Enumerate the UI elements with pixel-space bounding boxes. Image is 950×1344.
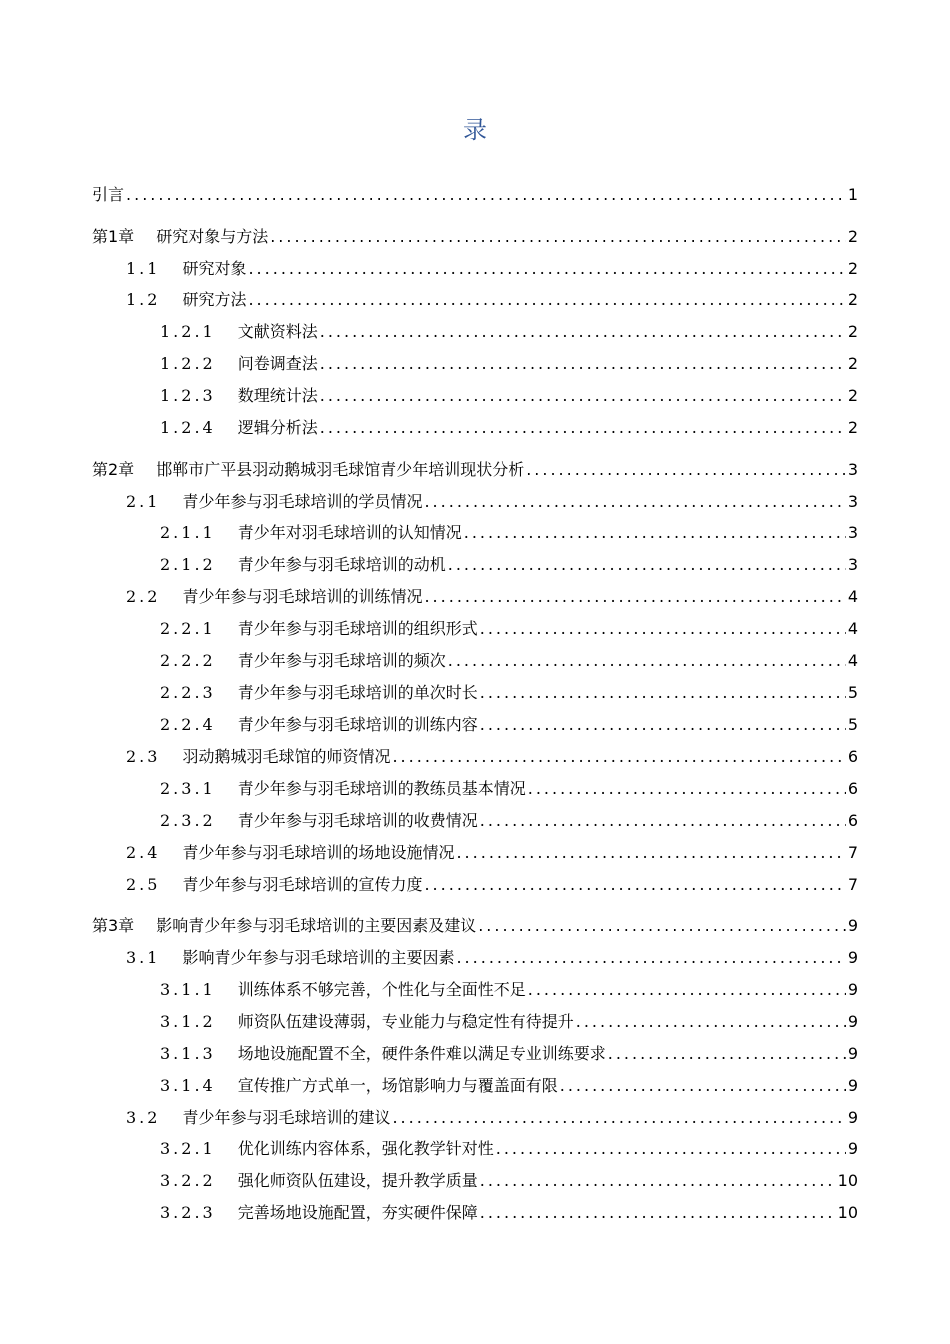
- toc-page-number: 6: [847, 811, 858, 830]
- toc-leader-dots: [526, 458, 846, 482]
- toc-entry[interactable]: [160, 553, 858, 577]
- toc-page-number: 4: [847, 587, 858, 606]
- toc-entry-title: 问卷调查法: [237, 354, 318, 373]
- toc-leader-dots: [456, 841, 845, 865]
- toc-entry-title: 羽动鹅城羽毛球馆的师资情况: [182, 747, 391, 766]
- toc-entry-number: 2.2.1: [160, 619, 216, 638]
- toc-entry-number: 3.2.2: [160, 1171, 216, 1190]
- toc-entry-number: 2.2.3: [160, 683, 216, 702]
- toc-entry[interactable]: [160, 1201, 858, 1225]
- toc-entry-number: 1.1: [126, 259, 161, 278]
- toc-leader-dots: [480, 713, 846, 737]
- toc-page-number: 3: [847, 460, 858, 479]
- toc-page-number: 1: [847, 185, 858, 204]
- toc-leader-dots: [424, 490, 845, 514]
- toc-entry-title: 引言: [92, 185, 125, 204]
- toc-entry[interactable]: [160, 521, 858, 545]
- toc-entry-number: 第3章: [92, 916, 135, 935]
- toc-entry-number: 2.1: [126, 492, 161, 511]
- toc-entry-number: 2.1.2: [160, 555, 216, 574]
- toc-entry[interactable]: [126, 490, 858, 514]
- toc-entry-number: 2.3.2: [160, 811, 216, 830]
- toc-entry-title: 影响青少年参与羽毛球培训的主要因素: [182, 948, 455, 967]
- toc-entry[interactable]: [160, 1137, 858, 1161]
- toc-entry-title: 青少年参与羽毛球培训的宣传力度: [182, 875, 423, 894]
- toc-entry-title: 数理统计法: [237, 386, 318, 405]
- toc-entry-title: 逻辑分析法: [237, 418, 318, 437]
- toc-page-number: 9: [847, 916, 858, 935]
- toc-entry-title: 师资队伍建设薄弱，专业能力与稳定性有待提升: [237, 1012, 574, 1031]
- toc-entry-title: 影响青少年参与羽毛球培训的主要因素及建议: [156, 916, 477, 935]
- toc-leader-dots: [528, 777, 846, 801]
- toc-leader-dots: [464, 521, 846, 545]
- toc-leader-dots: [456, 946, 845, 970]
- toc-entry-number: 3.2.3: [160, 1203, 216, 1222]
- toc-entry[interactable]: [160, 681, 858, 705]
- toc-leader-dots: [480, 617, 846, 641]
- toc-leader-dots: [392, 1106, 845, 1130]
- toc-leader-dots: [560, 1074, 846, 1098]
- toc-entry[interactable]: [126, 873, 858, 897]
- toc-entry[interactable]: [160, 1074, 858, 1098]
- toc-leader-dots: [248, 257, 845, 281]
- toc-page-number: 2: [847, 290, 858, 309]
- toc-entry-number: 3.1.1: [160, 980, 216, 999]
- toc-entry-number: 3.1.3: [160, 1044, 216, 1063]
- toc-page-number: 9: [847, 1012, 858, 1031]
- toc-entry-title: 邯郸市广平县羽动鹅城羽毛球馆青少年培训现状分析: [156, 460, 525, 479]
- toc-entry-title: 研究方法: [182, 290, 247, 309]
- toc-page-number: 9: [847, 1139, 858, 1158]
- toc-leader-dots: [496, 1137, 846, 1161]
- toc-page-number: 9: [847, 948, 858, 967]
- toc-leader-dots: [248, 288, 845, 312]
- toc-entry[interactable]: [160, 978, 858, 1002]
- toc-entry-number: 2.2.2: [160, 651, 216, 670]
- toc-leader-dots: [448, 649, 846, 673]
- toc-entry-number: 1.2: [126, 290, 161, 309]
- toc-entry[interactable]: [160, 352, 858, 376]
- toc-leader-dots: [608, 1042, 846, 1066]
- toc-page-number: 6: [847, 747, 858, 766]
- toc-entry-title: 青少年参与羽毛球培训的训练内容: [237, 715, 478, 734]
- toc-entry-number: 2.3: [126, 747, 161, 766]
- toc-entry[interactable]: [160, 320, 858, 344]
- toc-entry[interactable]: [160, 384, 858, 408]
- toc-leader-dots: [320, 320, 846, 344]
- toc-leader-dots: [270, 225, 846, 249]
- toc-entry-number: 1.2.1: [160, 322, 216, 341]
- toc-leader-dots: [126, 183, 846, 207]
- toc-entry[interactable]: [126, 585, 858, 609]
- toc-entry[interactable]: [160, 809, 858, 833]
- toc-entry[interactable]: [160, 1010, 858, 1034]
- toc-entry[interactable]: [126, 1106, 858, 1130]
- toc-entry-number: 3.1: [126, 948, 161, 967]
- toc-leader-dots: [424, 585, 845, 609]
- toc-entry-title: 青少年参与羽毛球培训的场地设施情况: [182, 843, 455, 862]
- toc-entry[interactable]: [92, 458, 858, 482]
- toc-page-number: 3: [847, 523, 858, 542]
- toc-entry-number: 2.4: [126, 843, 161, 862]
- toc-entry-number: 第1章: [92, 227, 135, 246]
- toc-entry-number: 第2章: [92, 460, 135, 479]
- toc-entry-number: 3.1.4: [160, 1076, 216, 1095]
- toc-leader-dots: [480, 1169, 836, 1193]
- toc-entry-number: 2.2.4: [160, 715, 216, 734]
- toc-entry[interactable]: [92, 183, 858, 207]
- toc-page-number: 9: [847, 980, 858, 999]
- toc-entry[interactable]: [160, 713, 858, 737]
- toc-leader-dots: [320, 352, 846, 376]
- toc-entry[interactable]: [160, 1169, 858, 1193]
- toc-leader-dots: [320, 384, 846, 408]
- toc-entry-title: 强化师资队伍建设，提升教学质量: [237, 1171, 478, 1190]
- toc-leader-dots: [528, 978, 846, 1002]
- toc-entry-title: 宣传推广方式单一，场馆影响力与覆盖面有限: [237, 1076, 558, 1095]
- toc-entry-number: 2.2: [126, 587, 161, 606]
- toc-entry[interactable]: [126, 745, 858, 769]
- toc-entry[interactable]: [126, 841, 858, 865]
- toc-page-number: 9: [847, 1044, 858, 1063]
- toc-leader-dots: [424, 873, 845, 897]
- toc-page-number: 2: [847, 322, 858, 341]
- toc-entry-title: 青少年参与羽毛球培训的单次时长: [237, 683, 478, 702]
- toc-entry-title: 青少年参与羽毛球培训的动机: [237, 555, 446, 574]
- toc-entry-title: 青少年参与羽毛球培训的频次: [237, 651, 446, 670]
- toc-page-number: 6: [847, 779, 858, 798]
- toc-entry[interactable]: [160, 416, 858, 440]
- toc-entry-title: 青少年对羽毛球培训的认知情况: [237, 523, 462, 542]
- toc-entry[interactable]: [160, 649, 858, 673]
- toc-leader-dots: [480, 809, 846, 833]
- toc-leader-dots: [448, 553, 846, 577]
- toc-entry[interactable]: [126, 288, 858, 312]
- toc-entry-title: 训练体系不够完善，个性化与全面性不足: [237, 980, 526, 999]
- toc-page-number: 5: [847, 715, 858, 734]
- toc-entry-title: 青少年参与羽毛球培训的教练员基本情况: [237, 779, 526, 798]
- toc-entry-title: 青少年参与羽毛球培训的学员情况: [182, 492, 423, 511]
- toc-leader-dots: [320, 416, 846, 440]
- toc-page-number: 10: [837, 1171, 858, 1190]
- toc-entry[interactable]: [126, 946, 858, 970]
- toc-entry[interactable]: [160, 617, 858, 641]
- toc-page-number: 10: [837, 1203, 858, 1222]
- toc-entry[interactable]: [160, 777, 858, 801]
- toc-page-number: 2: [847, 354, 858, 373]
- toc-page-number: 4: [847, 619, 858, 638]
- toc-page-number: 4: [847, 651, 858, 670]
- toc-page-number: 9: [847, 1108, 858, 1127]
- toc-entry-title: 文献资料法: [237, 322, 318, 341]
- toc-entry[interactable]: [126, 257, 858, 281]
- toc-entry-number: 2.5: [126, 875, 161, 894]
- toc-leader-dots: [480, 1201, 836, 1225]
- toc-leader-dots: [576, 1010, 846, 1034]
- toc-entry-title: 研究对象与方法: [156, 227, 269, 246]
- toc-entry-number: 3.2: [126, 1108, 161, 1127]
- toc-entry[interactable]: [92, 225, 858, 249]
- toc-entry-title: 完善场地设施配置，夯实硬件保障: [237, 1203, 478, 1222]
- toc-entry-title: 青少年参与羽毛球培训的建议: [182, 1108, 391, 1127]
- toc-leader-dots: [392, 745, 845, 769]
- toc-page-number: 3: [847, 492, 858, 511]
- toc-title: 录: [463, 116, 487, 144]
- toc-entry-number: 3.2.1: [160, 1139, 216, 1158]
- toc-entry-title: 优化训练内容体系，强化教学针对性: [237, 1139, 494, 1158]
- toc-page-number: 2: [847, 386, 858, 405]
- toc-leader-dots: [478, 914, 846, 938]
- toc-entry-title: 研究对象: [182, 259, 247, 278]
- toc-entry-title: 青少年参与羽毛球培训的组织形式: [237, 619, 478, 638]
- toc-page-number: 7: [847, 843, 858, 862]
- toc-entry-number: 2.1.1: [160, 523, 216, 542]
- toc-page-number: 7: [847, 875, 858, 894]
- toc-entry-number: 2.3.1: [160, 779, 216, 798]
- toc-page-number: 2: [847, 259, 858, 278]
- toc-entry-title: 场地设施配置不全，硬件条件难以满足专业训练要求: [237, 1044, 606, 1063]
- toc-entry-number: 1.2.4: [160, 418, 216, 437]
- toc-entry-title: 青少年参与羽毛球培训的训练情况: [182, 587, 423, 606]
- toc-page-number: 2: [847, 227, 858, 246]
- toc-entry[interactable]: [160, 1042, 858, 1066]
- toc-page-number: 2: [847, 418, 858, 437]
- toc-entry-number: 1.2.2: [160, 354, 216, 373]
- toc-entry[interactable]: [92, 914, 858, 938]
- toc-page-number: 5: [847, 683, 858, 702]
- toc-page-number: 3: [847, 555, 858, 574]
- toc-entry-number: 1.2.3: [160, 386, 216, 405]
- toc-entry-number: 3.1.2: [160, 1012, 216, 1031]
- toc-page-number: 9: [847, 1076, 858, 1095]
- toc-entry-title: 青少年参与羽毛球培训的收费情况: [237, 811, 478, 830]
- toc-leader-dots: [480, 681, 846, 705]
